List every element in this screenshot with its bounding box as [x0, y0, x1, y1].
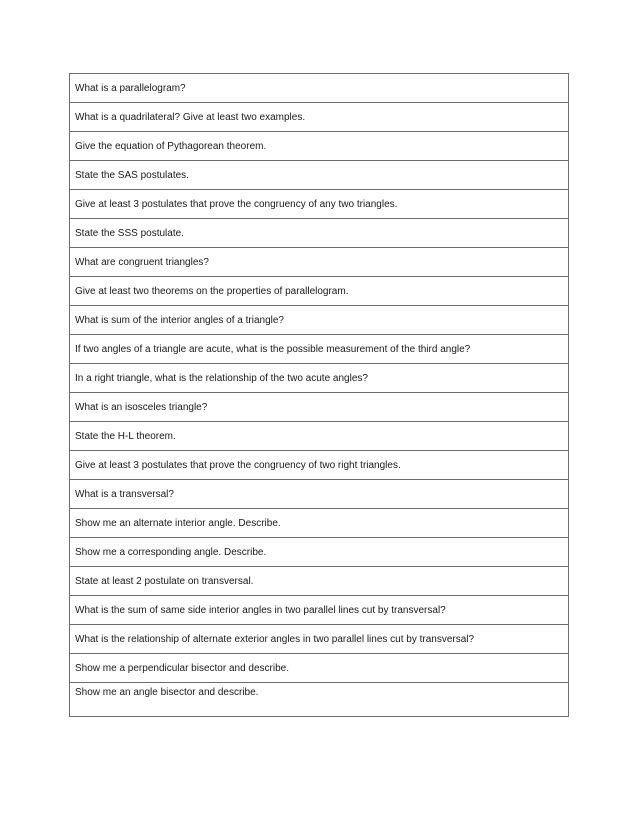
table-row — [70, 683, 569, 717]
question-cell: What is a quadrilateral? Give at least two examples. — [70, 103, 569, 132]
table-row — [70, 451, 569, 480]
question-cell: State the H-L theorem. — [70, 422, 569, 451]
table-row — [70, 596, 569, 625]
table-row — [70, 74, 569, 103]
question-cell: In a right triangle, what is the relationship of the two acute angles? — [70, 364, 569, 393]
question-cell: Give the equation of Pythagorean theorem. — [70, 132, 569, 161]
table-row — [70, 509, 569, 538]
questions-table-body — [70, 74, 569, 717]
question-cell: State at least 2 postulate on transversal. — [70, 567, 569, 596]
question-cell: What are congruent triangles? — [70, 248, 569, 277]
question-cell: Show me a perpendicular bisector and describe. — [70, 654, 569, 683]
table-row — [70, 277, 569, 306]
table-row — [70, 393, 569, 422]
question-cell: State the SAS postulates. — [70, 161, 569, 190]
question-cell: Give at least 3 postulates that prove the congruency of any two triangles. — [70, 190, 569, 219]
question-cell: Give at least two theorems on the properties of parallelogram. — [70, 277, 569, 306]
table-row — [70, 132, 569, 161]
question-cell: If two angles of a triangle are acute, what is the possible measurement of the third angle? — [70, 335, 569, 364]
table-row — [70, 161, 569, 190]
table-row — [70, 422, 569, 451]
question-cell: What is the sum of same side interior angles in two parallel lines cut by transversal? — [70, 596, 569, 625]
table-row — [70, 306, 569, 335]
question-cell: State the SSS postulate. — [70, 219, 569, 248]
table-row — [70, 219, 569, 248]
table-row — [70, 654, 569, 683]
question-cell: What is the relationship of alternate exterior angles in two parallel lines cut by transversal? — [70, 625, 569, 654]
table-row — [70, 248, 569, 277]
table-row — [70, 335, 569, 364]
questions-table — [69, 73, 569, 717]
question-cell: What is sum of the interior angles of a triangle? — [70, 306, 569, 335]
table-row — [70, 538, 569, 567]
question-cell: Show me an alternate interior angle. Describe. — [70, 509, 569, 538]
table-row — [70, 480, 569, 509]
question-cell: Show me a corresponding angle. Describe. — [70, 538, 569, 567]
question-cell: Show me an angle bisector and describe. — [70, 683, 569, 717]
question-cell: What is a parallelogram? — [70, 74, 569, 103]
table-row — [70, 567, 569, 596]
question-cell: What is a transversal? — [70, 480, 569, 509]
table-row — [70, 364, 569, 393]
table-row — [70, 625, 569, 654]
table-row — [70, 103, 569, 132]
question-cell: Give at least 3 postulates that prove the congruency of two right triangles. — [70, 451, 569, 480]
table-row — [70, 190, 569, 219]
question-cell: What is an isosceles triangle? — [70, 393, 569, 422]
